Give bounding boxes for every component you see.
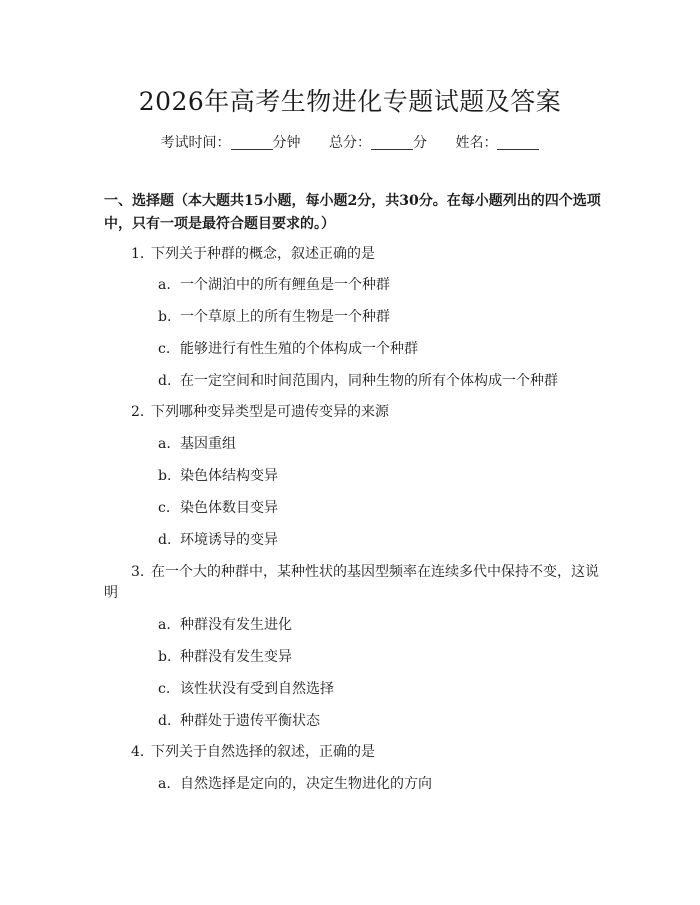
option-3d — [158, 711, 598, 731]
option-1a — [158, 275, 598, 295]
option-text: 自然选择是定向的，决定生物进化的方向 — [180, 776, 432, 792]
exam-meta — [0, 132, 700, 152]
option-2c — [158, 498, 598, 518]
option-text: 一个湖泊中的所有鲤鱼是一个种群 — [180, 277, 390, 293]
question-3 — [131, 562, 601, 583]
option-text: 种群处于遗传平衡状态 — [180, 713, 320, 729]
option-1c — [158, 339, 598, 359]
score-label: 总分： — [329, 135, 371, 151]
option-2a — [158, 434, 598, 454]
option-2d — [158, 530, 598, 550]
option-letter: b. — [158, 309, 172, 325]
time-label: 考试时间： — [160, 135, 231, 151]
option-letter: a. — [158, 436, 171, 452]
question-text: 下列关于种群的概念，叙述正确的是 — [151, 246, 375, 262]
option-3c — [158, 679, 598, 699]
option-letter: c. — [158, 681, 171, 697]
question-text: 下列关于自然选择的叙述，正确的是 — [151, 744, 375, 760]
option-letter: d. — [158, 532, 172, 548]
option-3a — [158, 615, 598, 635]
option-letter: d. — [158, 713, 172, 729]
option-text: 基因重组 — [180, 436, 236, 452]
option-text: 染色体数目变异 — [180, 500, 278, 516]
option-text: 染色体结构变异 — [180, 468, 278, 484]
question-number: 1. — [131, 246, 145, 262]
option-3b — [158, 647, 598, 667]
option-letter: b. — [158, 468, 172, 484]
score-unit: 分 — [413, 135, 427, 151]
score-field — [329, 132, 427, 152]
question-3-continuation: 明 — [104, 585, 118, 601]
time-unit: 分钟 — [272, 135, 301, 151]
option-text: 能够进行有性生殖的个体构成一个种群 — [180, 341, 418, 357]
question-text: 下列哪种变异类型是可遗传变异的来源 — [151, 404, 389, 420]
option-text: 环境诱导的变异 — [180, 532, 278, 548]
time-blank — [231, 135, 273, 150]
question-number: 4. — [131, 744, 145, 760]
question-text: 在一个大的种群中，某种性状的基因型频率在连续多代中保持不变，这说 — [151, 564, 599, 580]
question-number: 3. — [131, 564, 145, 580]
option-text: 在一定空间和时间范围内，同种生物的所有个体构成一个种群 — [180, 373, 558, 389]
name-field — [455, 132, 539, 152]
option-text: 种群没有发生变异 — [180, 649, 292, 665]
option-text: 一个草原上的所有生物是一个种群 — [180, 309, 390, 325]
option-4a — [158, 774, 598, 794]
section-heading: 一、选择题（本大题共15小题，每小题2分，共30分。在每小题列出的四个选项中，只有一项是最符合题目要求的。） — [104, 193, 601, 232]
option-1b — [158, 307, 598, 327]
question-2 — [131, 402, 601, 423]
option-letter: a. — [158, 277, 171, 293]
option-letter: c. — [158, 500, 171, 516]
option-letter: c. — [158, 341, 171, 357]
name-blank — [497, 135, 539, 150]
time-field — [161, 132, 301, 152]
option-letter: a. — [158, 776, 171, 792]
option-letter: d. — [158, 373, 172, 389]
score-blank — [371, 135, 413, 150]
option-letter: b. — [158, 649, 172, 665]
option-2b — [158, 466, 598, 486]
option-text: 该性状没有受到自然选择 — [180, 681, 334, 697]
name-label: 姓名： — [455, 135, 498, 151]
option-letter: a. — [158, 617, 171, 633]
question-number: 2. — [131, 404, 145, 420]
option-1d — [158, 371, 598, 391]
question-4 — [131, 742, 601, 763]
page-title: 2026年高考生物进化专题试题及答案 — [138, 87, 562, 116]
question-1 — [131, 244, 601, 265]
option-text: 种群没有发生进化 — [180, 617, 292, 633]
